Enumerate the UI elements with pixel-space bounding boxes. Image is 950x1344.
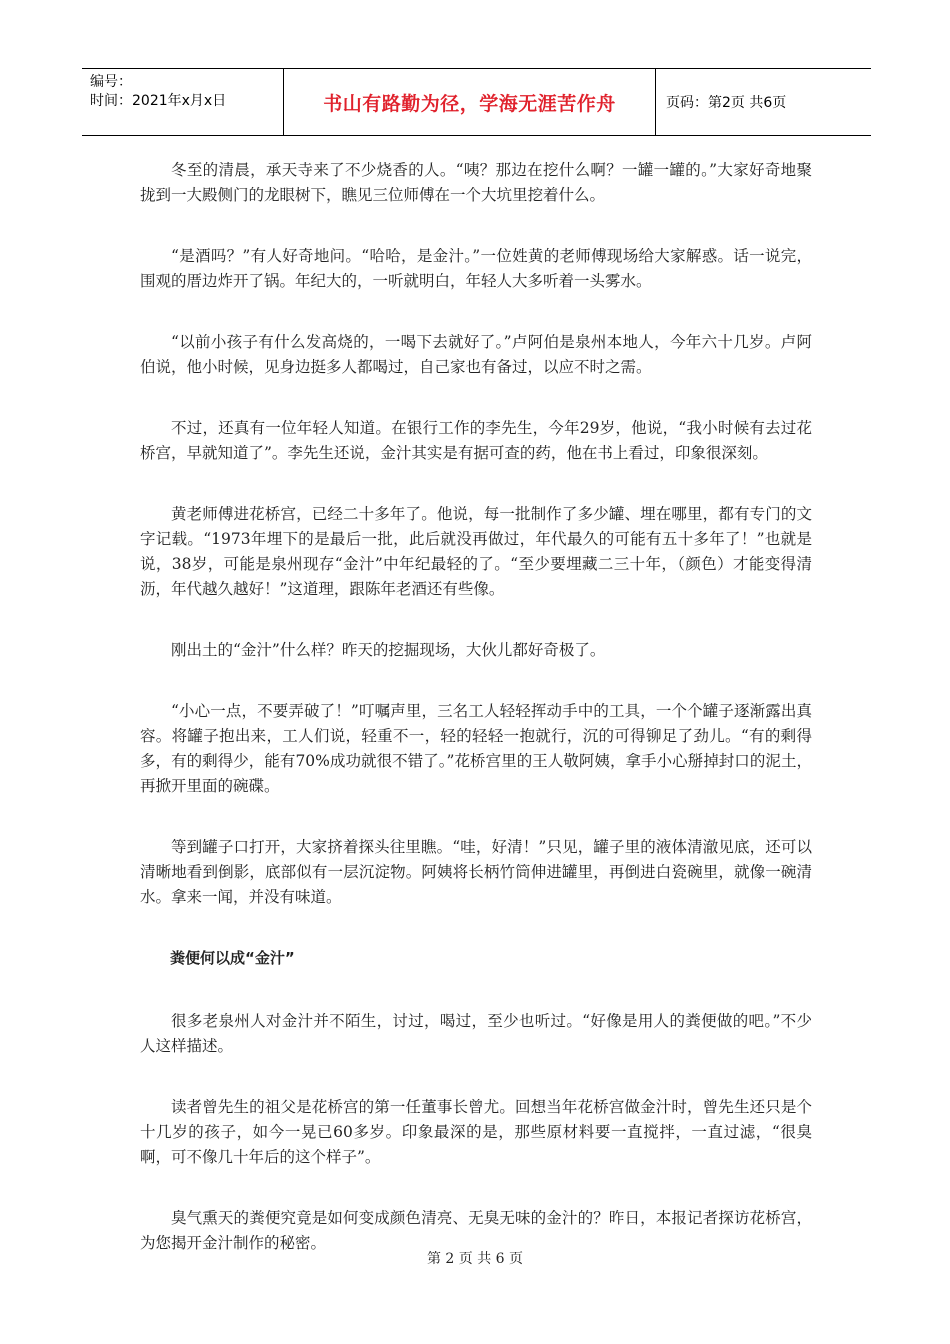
page-footer: 第 2 页 共 6 页 bbox=[426, 1251, 524, 1267]
header-motto-cell bbox=[284, 69, 656, 135]
paragraph: 很多老泉州人对金汁并不陌生，讨过，喝过，至少也听过。“好像是用人的粪便做的吧。”不少人这样描述。 bbox=[140, 1012, 812, 1055]
paragraph: 不过，还真有一位年轻人知道。在银行工作的李先生，今年29岁，他说，“我小时候有去过花桥宫，早就知道了”。李先生还说，金汁其实是有据可查的药，他在书上看过，印象很深刻。 bbox=[140, 419, 812, 462]
paragraph: 读者曾先生的祖父是花桥宫的第一任董事长曾尤。回想当年花桥宫做金汁时，曾先生还只是个十几岁的孩子，如今一晃已60多岁。印象最深的是，那些原材料要一直搅拌，一直过滤，“很臭啊，可不像几十年后的这个样子”。 bbox=[140, 1098, 812, 1166]
paragraph: “是酒吗？”有人好奇地问。“哈哈，是金汁。”一位姓黄的老师傅现场给大家解惑。话一说完，围观的厝边炸开了锅。年纪大的，一听就明白，年轻人大多听着一头雾水。 bbox=[140, 247, 812, 290]
paragraph: “小心一点，不要弄破了！”叮嘱声里，三名工人轻轻挥动手中的工具，一个个罐子逐渐露出真容。将罐子抱出来，工人们说，轻重不一，轻的轻轻一抱就行，沉的可得铆足了劲儿。“有的剩得多，有的剩得少，能有70%成功就很不错了。”花桥宫里的王人敬阿姨，拿手小心掰掉封口的泥土，再掀开里面的碗碟。 bbox=[140, 702, 812, 795]
paragraph: “以前小孩子有什么发高烧的，一喝下去就好了。”卢阿伯是泉州本地人，今年六十几岁。卢阿伯说，他小时候，见身边挺多人都喝过，自己家也有备过，以应不时之需。 bbox=[140, 333, 812, 376]
paragraph: 黄老师傅进花桥宫，已经二十多年了。他说，每一批制作了多少罐、埋在哪里，都有专门的文字记载。“1973年埋下的是最后一批，此后就没再做过，年代最久的可能有五十多年了！”也就是说，38岁，可能是泉州现存“金汁”中年纪最轻的了。“至少要埋藏二三十年，（颜色）才能变得清沥，年代越久越好！”这道理，跟陈年老酒还有些像。 bbox=[140, 505, 812, 598]
article-body bbox=[140, 158, 812, 1292]
paragraph: 刚出土的“金汁”什么样？昨天的挖掘现场，大伙儿都好奇极了。 bbox=[171, 641, 606, 659]
header-page-cell bbox=[656, 69, 871, 135]
paragraph: 臭气熏天的粪便究竟是如何变成颜色清亮、无臭无味的金汁的？昨日，本报记者探访花桥宫，为您揭开金汁制作的秘密。 bbox=[140, 1209, 812, 1252]
section-subheading: 粪便何以成“金汁” bbox=[170, 949, 295, 967]
header-table bbox=[82, 68, 871, 136]
paragraph: 冬至的清晨，承天寺来了不少烧香的人。“咦？那边在挖什么啊？一罐一罐的。”大家好奇地聚拢到一大殿侧门的龙眼树下，瞧见三位师傅在一个大坑里挖着什么。 bbox=[140, 161, 812, 204]
number-label: 编号： bbox=[90, 74, 132, 90]
header-left-cell bbox=[82, 69, 284, 135]
page-info: 页码：第2页 共6页 bbox=[666, 95, 787, 111]
motto-text: 书山有路勤为径，学海无涯苦作舟 bbox=[323, 92, 616, 115]
paragraph: 等到罐子口打开，大家挤着探头往里瞧。“哇，好清！”只见，罐子里的液体清澈见底，还可以清晰地看到倒影，底部似有一层沉淀物。阿姨将长柄竹筒伸进罐里，再倒进白瓷碗里，就像一碗清水。拿来一闻，并没有味道。 bbox=[140, 838, 812, 906]
time-label: 时间：2021年x月x日 bbox=[90, 93, 227, 109]
